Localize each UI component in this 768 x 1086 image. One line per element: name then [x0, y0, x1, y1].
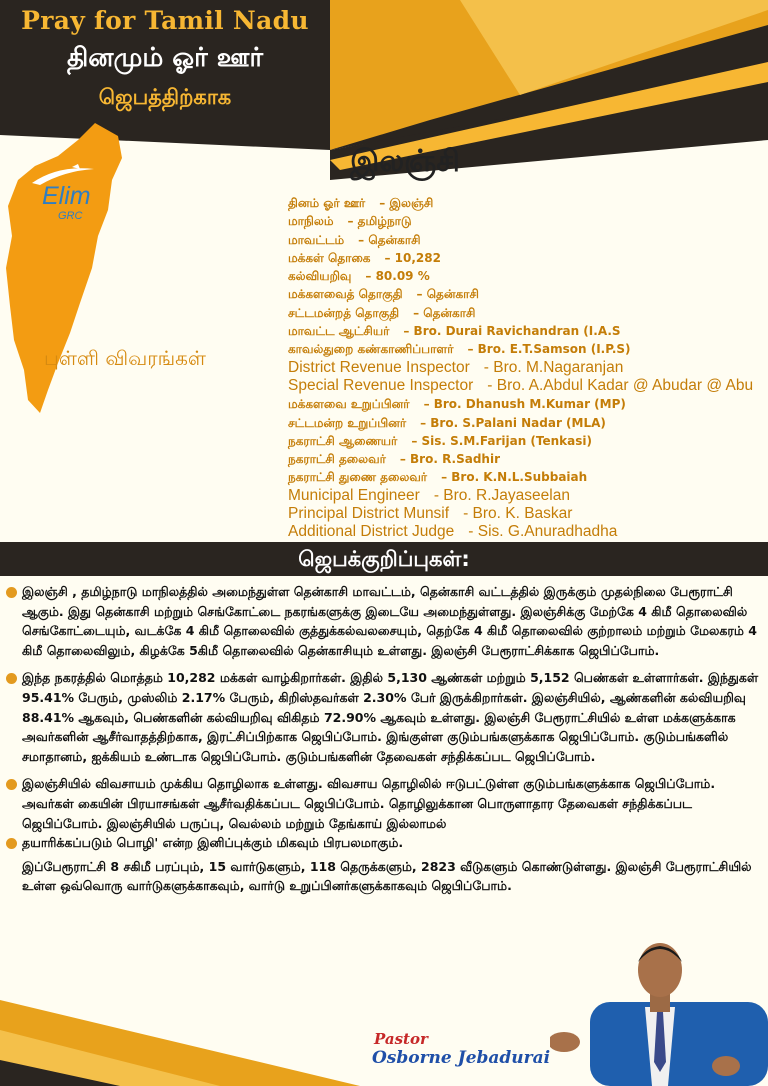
- fact-row: [288, 450, 758, 468]
- prayer-heading-band: [0, 542, 768, 576]
- fact-key: தினம் ஓர் ஊர்: [288, 196, 366, 210]
- fact-row: [288, 231, 758, 249]
- facts-list: [288, 194, 758, 542]
- pastor-title: Pastor: [374, 1030, 428, 1048]
- fact-value: – Sis. S.M.Farijan (Tenkasi): [411, 433, 592, 448]
- town-title: இலஞ்சி: [350, 144, 460, 179]
- prayer-point: [6, 833, 766, 853]
- pastor-photo: [550, 932, 768, 1086]
- bullet-icon: [6, 587, 17, 598]
- fact-value: – Bro. K.N.L.Subbaiah: [441, 470, 588, 485]
- fact-key: மாவட்டம்: [288, 232, 345, 247]
- fact-value: – 10,282: [384, 250, 441, 265]
- pastor-name: Osborne Jebadurai: [372, 1048, 551, 1068]
- fact-row: [288, 212, 758, 230]
- fact-key: Special Revenue Inspector: [288, 376, 474, 394]
- fact-key: சட்டமன்ற உறுப்பினர்: [288, 415, 407, 430]
- fact-row: [288, 432, 758, 450]
- fact-value: - Sis. G.Anuradhadha: [468, 523, 618, 541]
- fact-row: [288, 304, 758, 322]
- prayer-point-last: இப்பேரூராட்சி 8 சகிமீ பரப்பும், 15 வார்டுகளும், 118 தெருக்களும், 2823 வீடுகளும் கொண்டுள்ளது. இலஞ்சி பேரூராட்சியில் உள்ள ஒவ்வொரு வார்டுகளுக்காகவும், வார்டு உறுப்பினர்களுக்காகவும் ஜெபிப்போம்.: [22, 858, 752, 894]
- fact-value: – இலஞ்சி: [379, 196, 434, 210]
- header: [0, 6, 330, 112]
- prayer-point-text: இலஞ்சியில் விவசாயம் முக்கிய தொழிலாக உள்ளது. விவசாய தொழிலில் ஈடுபட்டுள்ள குடும்பங்களுக்காக ஜெபிப்போம். அவர்கள் கையின் பிரயாசங்கள் ஆசீர்வதிக்கப்பட ஜெபிப்போம். தொழிலுக்கான பொருளாதார தேவைகள் சந்திக்கப்பட ஜெபிப்போம். இலஞ்சியில் பருப்பு, வெல்லம் மற்றும் தேங்காய் இல்லாமல்: [22, 776, 716, 831]
- side-label: புள்ளி விவரங்கள்: [44, 346, 206, 370]
- fact-value: – தென்காசி: [416, 287, 479, 302]
- fact-key: District Revenue Inspector: [288, 358, 470, 376]
- fact-value: - Bro. K. Baskar: [463, 505, 573, 523]
- fact-key: மக்கள் தொகை: [288, 250, 371, 265]
- fact-key: மக்களவைத் தொகுதி: [288, 287, 403, 302]
- fact-value: - Bro. A.Abdul Kadar @ Abudar @ Abu: [487, 376, 754, 394]
- prayer-point-text: தயாரிக்கப்படும் பொழி' என்ற இனிப்புக்கும் மிகவும் பிரபலமாகும்.: [22, 835, 404, 851]
- fact-row: [288, 285, 758, 303]
- fact-value: – தென்காசி: [413, 305, 476, 320]
- fact-row: [288, 359, 758, 377]
- fact-row: [288, 340, 758, 358]
- fact-value: - Bro. M.Nagaranjan: [483, 358, 624, 376]
- fact-row: [288, 377, 758, 395]
- fact-row: [288, 505, 758, 523]
- fact-key: நகராட்சி துணை தலைவர்: [288, 470, 428, 485]
- bullet-icon: [6, 838, 17, 849]
- fact-row: [288, 249, 758, 267]
- fact-key: Additional District Judge: [288, 523, 455, 541]
- fact-key: சட்டமன்றத் தொகுதி: [288, 305, 400, 320]
- fact-row: [288, 487, 758, 505]
- fact-value: – Bro. S.Palani Nadar (MLA): [420, 415, 606, 430]
- fact-value: – Bro. Durai Ravichandran (I.A.S: [403, 324, 621, 339]
- prayer-points: [6, 582, 766, 896]
- fact-value: – Bro. E.T.Samson (I.P.S): [467, 342, 631, 357]
- prayer-heading: ஜெபக்குறிப்புகள்:: [298, 547, 470, 571]
- fact-value: – தமிழ்நாடு: [347, 214, 412, 229]
- header-subtitle: ஜெபத்திற்காக: [98, 85, 232, 109]
- prayer-point: [6, 774, 766, 833]
- bullet-icon: [6, 779, 17, 790]
- fact-key: மாவட்ட ஆட்சியர்: [288, 324, 390, 339]
- prayer-point: [6, 668, 766, 766]
- fact-row: [288, 322, 758, 340]
- fact-row: [288, 267, 758, 285]
- fact-key: மாநிலம்: [288, 214, 334, 229]
- bullet-icon: [6, 673, 17, 684]
- fact-value: – Bro. Dhanush M.Kumar (MP): [423, 397, 626, 412]
- logo-name: Elim: [42, 182, 91, 210]
- fact-value: – 80.09 %: [365, 269, 430, 284]
- prayer-point: [6, 582, 766, 660]
- fact-key: நகராட்சி ஆணையர்: [288, 433, 398, 448]
- fact-key: நகராட்சி தலைவர்: [288, 452, 386, 467]
- fact-row: [288, 395, 758, 413]
- fact-row: [288, 194, 758, 212]
- fact-key: கல்வியறிவு: [288, 269, 352, 284]
- fact-key: காவல்துறை கண்காணிப்பாளர்: [288, 342, 454, 357]
- fact-key: Municipal Engineer: [288, 486, 420, 504]
- header-title-en: Pray for Tamil Nadu: [21, 6, 309, 35]
- fact-value: – Bro. R.Sadhir: [399, 452, 501, 467]
- fact-row: [288, 523, 758, 541]
- fact-row: [288, 414, 758, 432]
- logo-sub: GRC: [58, 210, 83, 222]
- prayer-point-text: இலஞ்சி , தமிழ்நாடு மாநிலத்தில் அமைந்துள்ள தென்காசி மாவட்டம், தென்காசி வட்டத்தில் இருக்கும் முதல்நிலை பேரூராட்சி ஆகும். இது தென்காசி மற்றும் செங்கோட்டை நகரங்களுக்கு இடையே அமைந்துள்ளது. இலஞ்சிக்கு மேற்கே 4 கிமீ தொலைவில் செங்கோட்டையும், வடக்கே 4 கிமீ தொலைவில் குத்துக்கல்வலசையும், தெற்கே 4 கிமீ தொலைவில் குற்றாலம் மற்றும் மேலகரம் 4 கிமீ தொலைவிலும், கிழக்கே 5கிமீ தொலைவில் தென்காசியும் உள்ளது. இலஞ்சி பேரூராட்சிக்காக ஜெபிப்போம்.: [22, 584, 757, 658]
- fact-row: [288, 468, 758, 486]
- prayer-point-text: இந்த நகரத்தில் மொத்தம் 10,282 மக்கள் வாழ்கிறார்கள். இதில் 5,130 ஆண்கள் மற்றும் 5,152 பெண்கள் உள்ளார்கள். இந்துகள் 95.41% பேரும், முஸ்லிம் 2.17% பேரும், கிறிஸ்தவர்கள் 2.30% பேர் இருக்கிறார்கள். இலஞ்சியில், ஆண்களின் கல்வியறிவு 88.41% ஆகவும், பெண்களின் கல்வியறிவு விகிதம் 72.90% ஆகவும் உள்ளது. இலஞ்சி பேரூராட்சியில் உள்ள மக்களுக்காக அவர்களின் ஆசீர்வாதத்திற்காக, இரட்சிப்பிற்காக ஜெபிப்போம். இங்குள்ள குடும்பங்களுக்காக ஜெபிப்போம். குடும்பங்களில் சமாதானம், ஐக்கியம் உண்டாக ஜெபிப்போம். குடும்பங்களின் தேவைகள் சந்திக்கப்பட ஜெபிப்போம்.: [22, 670, 759, 764]
- fact-value: – தென்காசி: [358, 232, 421, 247]
- header-title-ta: தினமும் ஓர் ஊர்: [66, 43, 264, 73]
- fact-key: Principal District Munsif: [288, 505, 450, 523]
- fact-key: மக்களவை உறுப்பினர்: [288, 397, 410, 412]
- fact-value: - Bro. R.Jayaseelan: [433, 486, 570, 504]
